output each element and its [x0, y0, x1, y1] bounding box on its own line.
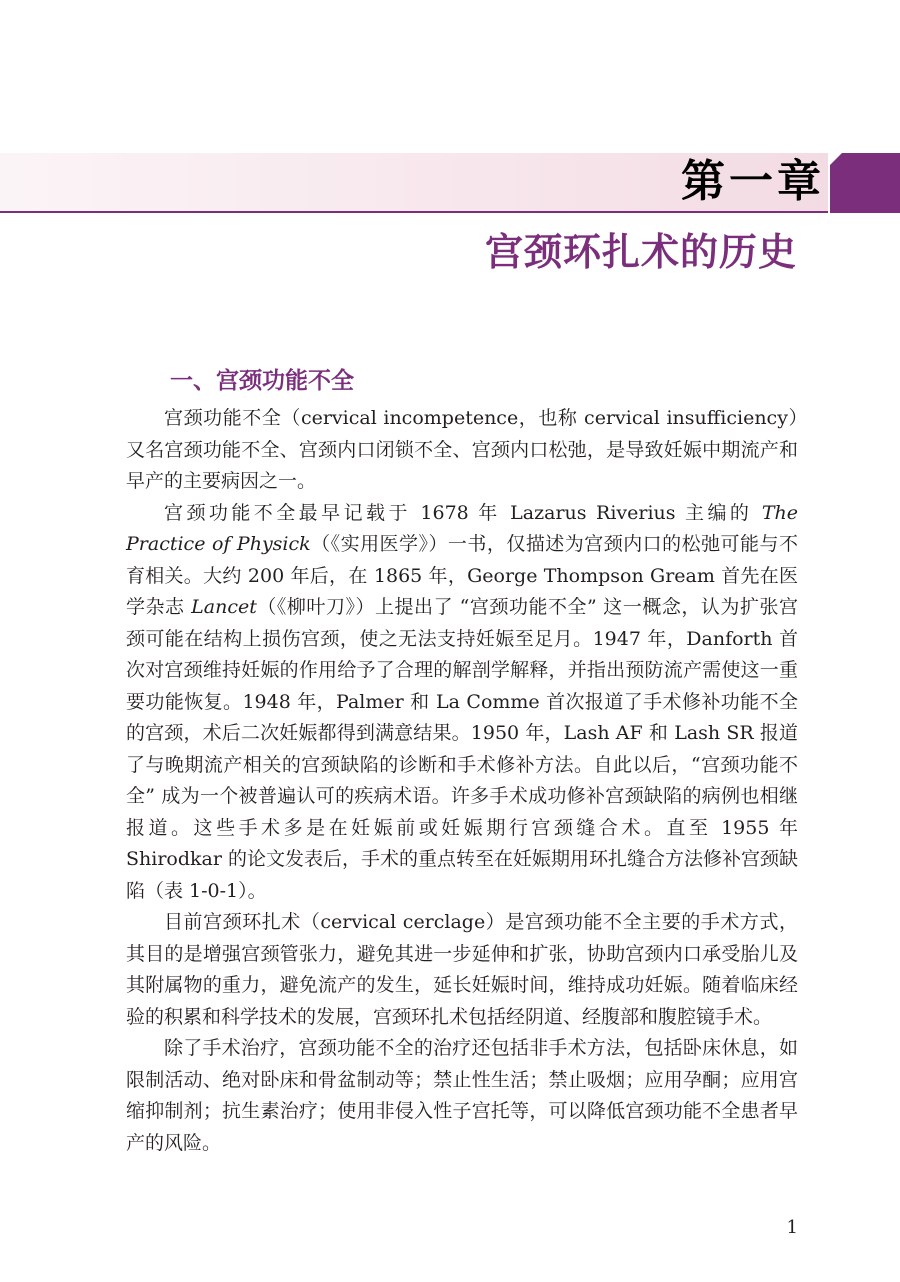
chapter-title: 宫颈环扎术的历史 [484, 230, 797, 274]
journal-title-italic: Lancet [191, 596, 257, 618]
paragraph-4: 除了手术治疗，宫颈功能不全的治疗还包括非手术方法，包括卧床休息，如限制活动、绝对卧床和骨盆制动等；禁止性生活；禁止吸烟；应用孕酮；应用宫缩抑制剂；抗生素治疗；使用非侵入性子宫托等，可以降低宫颈功能不全患者早产的风险。 [126, 1037, 798, 1154]
paragraph-2 [126, 498, 798, 908]
paragraph-2-text-c: （《柳叶刀》）上提出了 “宫颈功能不全” 这一概念，认为扩张宫颈可能在结构上损伤宫颈，使之无法支持妊娠至足月。1947 年，Danforth 首次对宫颈维持妊娠的作用给予了合理的解剖学解释，并指出预防流产需使这一重要功能恢复。1948 年，Palmer 和 La Comme 首次报道了手术修补功能不全的宫颈，术后二次妊娠都得到满意结果。1950 年，Lash AF 和 Lash SR 报道了与晚期流产相关的宫颈缺陷的诊断和手术修补方法。自此以后，“宫颈功能不全” 成为一个被普遍认可的疾病术语。许多手术成功修补宫颈缺陷的病例也相继报道。这些手术多是在妊娠前或妊娠期行宫颈缝合术。直至 1955 年 Shirodkar 的论文发表后，手术的重点转至在妊娠期用环扎缝合方法修补宫颈缺陷（表 1-0-1）。 [126, 596, 798, 902]
book-title-italic: The Practice of Physick [126, 501, 798, 555]
body-text [126, 403, 798, 1159]
paragraph-1: 宫颈功能不全（cervical incompetence，也称 cervical insufficiency）又名宫颈功能不全、宫颈内口闭锁不全、宫颈内口松弛，是导致妊娠中期流产和早产的主要病因之一。 [126, 407, 798, 492]
chapter-tab-marker [830, 153, 900, 213]
chapter-number: 第一章 [681, 156, 825, 207]
section-heading: 一、宫颈功能不全 [170, 368, 354, 394]
paragraph-2-text-b: （《实用医学》）一书，仅描述为宫颈内口的松弛可能与不育相关。大约 200 年后，在 1865 年，George Thompson Gream 首先在医学杂志 [126, 533, 798, 618]
paragraph-3: 目前宫颈环扎术（cervical cerclage）是宫颈功能不全主要的手术方式，其目的是增强宫颈管张力，避免其进一步延伸和扩张，协助宫颈内口承受胎儿及其附属物的重力，避免流产的发生，延长妊娠时间，维持成功妊娠。随着临床经验的积累和科学技术的发展，宫颈环扎术包括经阴道、经腹部和腹腔镜手术。 [126, 911, 798, 1028]
paragraph-2-text-a: 宫颈功能不全最早记载于 1678 年 Lazarus Riverius 主编的 [164, 501, 762, 524]
page-number: 1 [786, 1217, 798, 1238]
